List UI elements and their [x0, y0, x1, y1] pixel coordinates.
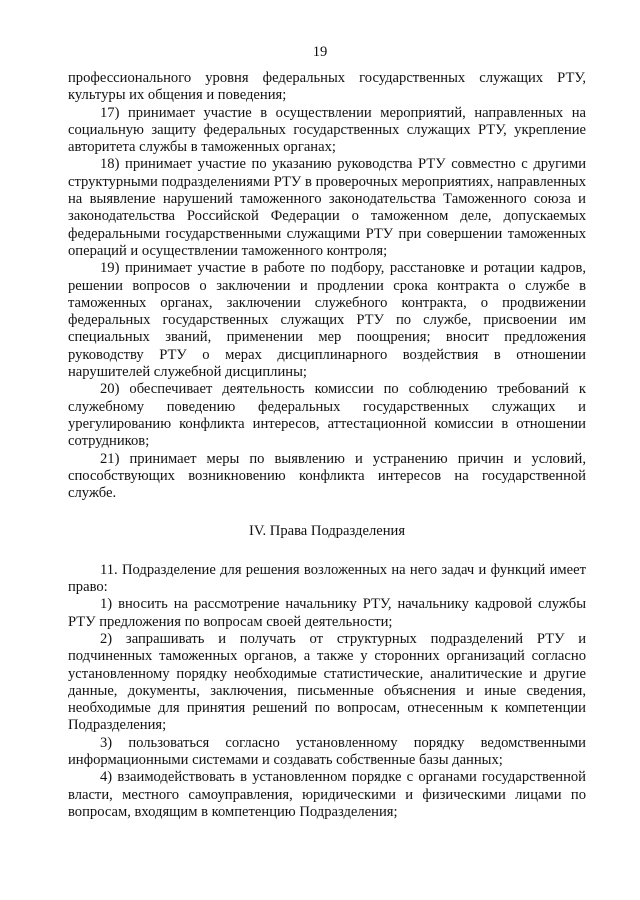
paragraph-right-1: 1) вносить на рассмотрение начальнику РТУ, начальнику кадровой службы РТУ предложения по вопросам своей деятельности;: [68, 596, 586, 630]
document-body: [68, 70, 586, 821]
paragraph-continuation: профессионального уровня федеральных государственных служащих РТУ, культуры их общения и поведения;: [68, 70, 586, 104]
paragraph-item-20: 20) обеспечивает деятельность комиссии по соблюдению требований к служебному поведению федеральных государственных служащих и урегулированию конфликта интересов, аттестационной комиссии в отношении сотрудников;: [68, 381, 586, 450]
paragraph-item-17: 17) принимает участие в осуществлении мероприятий, направленных на социальную защиту федеральных государственных служащих РТУ, укрепление авторитета службы в таможенных органах;: [68, 104, 586, 156]
paragraph-item-21: 21) принимает меры по выявлению и устранению причин и условий, способствующих возникновению конфликта интересов на государственной службе.: [68, 450, 586, 502]
paragraph-right-3: 3) пользоваться согласно установленному порядку ведомственными информационными системами и создавать собственные базы данных;: [68, 734, 586, 768]
paragraph-clause-11: 11. Подразделение для решения возложенных на него задач и функций имеет право:: [68, 561, 586, 596]
paragraph-right-2: 2) запрашивать и получать от структурных подразделений РТУ и подчиненных таможенных органов, а также у сторонних организаций согласно установленному порядку необходимые статистические, аналитические и другие данные, документы, заключения, письменные объяснения и иные сведения, необходимые для принятия решений по вопросам, отнесенным к компетенции Подразделения;: [68, 630, 586, 734]
paragraph-item-18: 18) принимает участие по указанию руководства РТУ совместно с другими структурными подразделениями РТУ в проверочных мероприятиях, направленных на выявление нарушений таможенного законодательства Таможенного союза и законодательства Российской Федерации о таможенном деле, допускаемых федеральными государственными служащими РТУ при совершении таможенных операций и осуществлении таможенного контроля;: [68, 156, 586, 259]
page-number: 19: [312, 44, 328, 60]
paragraph-right-4: 4) взаимодействовать в установленном порядке с органами государственной власти, местного самоуправления, юридическими и физическими лицами по вопросам, входящим в компетенцию Подразделения;: [68, 769, 586, 820]
section-heading: IV. Права Подразделения: [248, 523, 406, 540]
paragraph-item-19: 19) принимает участие в работе по подбору, расстановке и ротации кадров, решении вопросов о заключении и продлении срока контракта о службе в таможенных органах, заключении служебного контракта, о продвижении федеральных государственных служащих РТУ по службе, присвоении им специальных званий, применении мер поощрения; вносит предложения руководству РТУ о мерах дисциплинарного воздействия в отношении нарушителей служебной дисциплины;: [68, 260, 586, 381]
